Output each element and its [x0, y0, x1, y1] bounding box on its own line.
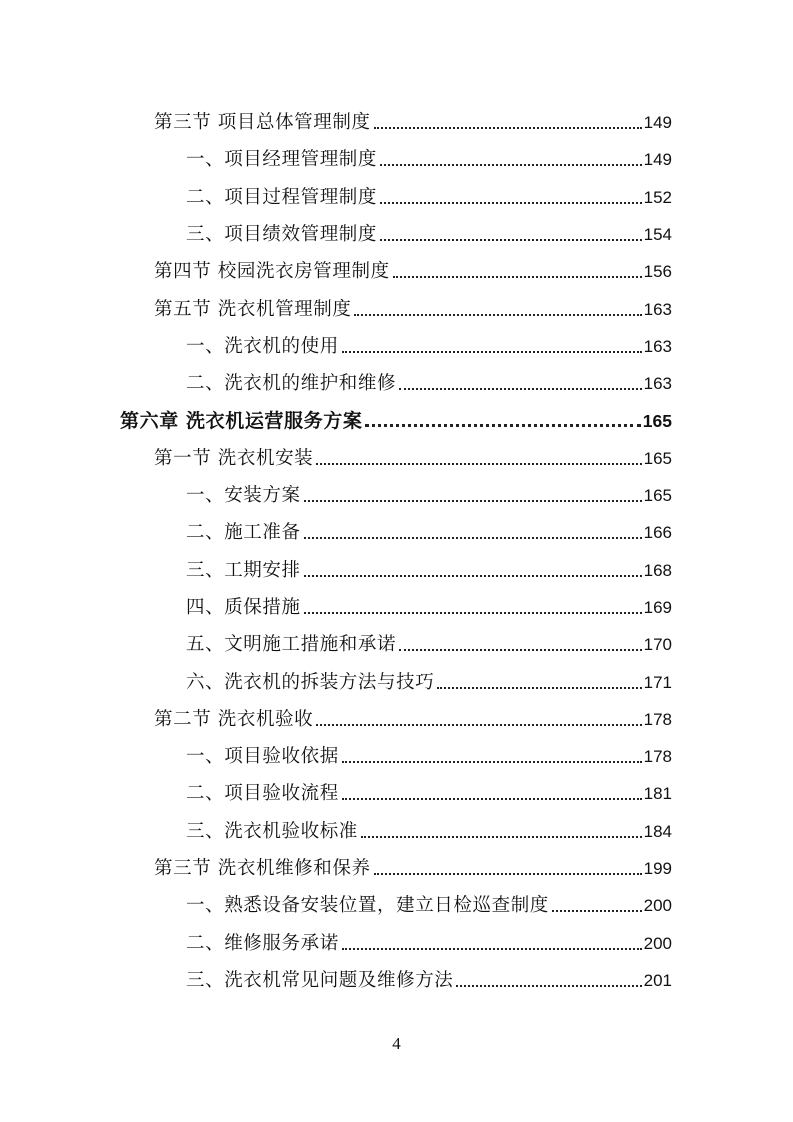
toc-entry-page-number: 200 — [643, 933, 672, 953]
toc-entry-label: 五、文明施工措施和承诺 — [186, 634, 397, 656]
toc-entry-label: 第四节 校园洗衣房管理制度 — [154, 261, 390, 283]
toc-entry-label: 一、安装方案 — [186, 485, 301, 506]
dot-leader — [354, 313, 641, 316]
toc-subsection-entry[interactable] — [186, 962, 672, 992]
toc-entry-label: 二、维修服务承诺 — [186, 932, 339, 954]
toc-entry-label: 第二节 洗衣机验收 — [154, 708, 314, 730]
toc-subsection-entry[interactable] — [186, 775, 672, 805]
toc-entry-label: 二、施工准备 — [186, 522, 301, 544]
dot-leader — [342, 760, 642, 763]
toc-entry-label: 三、工期安排 — [186, 559, 301, 581]
toc-entry-label: 第一节 洗衣机安装 — [154, 447, 314, 469]
toc-subsection-entry[interactable] — [186, 813, 672, 843]
toc-entry-label: 第五节 洗衣机管理制度 — [154, 298, 352, 320]
toc-subsection-entry[interactable] — [186, 477, 672, 507]
dot-leader — [456, 984, 641, 987]
toc-entry-page-number: 165 — [643, 486, 672, 505]
toc-entry-page-number: 170 — [643, 635, 672, 655]
toc-entry-label: 三、洗衣机常见问题及维修方法 — [186, 969, 454, 991]
toc-subsection-entry[interactable] — [186, 179, 672, 209]
toc-subsection-entry[interactable] — [186, 664, 672, 694]
dot-leader — [393, 275, 642, 278]
toc-section-entry[interactable] — [154, 440, 672, 470]
toc-entry-page-number: 169 — [643, 597, 672, 617]
toc-subsection-entry[interactable] — [186, 365, 672, 395]
toc-entry-page-number: 163 — [643, 336, 672, 356]
toc-section-entry[interactable] — [154, 104, 672, 134]
toc-entry-page-number: 163 — [643, 374, 672, 394]
toc-entry-label: 三、洗衣机验收标准 — [186, 820, 358, 842]
toc-entry-page-number: 171 — [643, 672, 672, 692]
toc-subsection-entry[interactable] — [186, 141, 672, 171]
toc-subsection-entry[interactable] — [186, 626, 672, 656]
toc-entry-label: 一、项目验收依据 — [186, 746, 339, 768]
dot-leader — [399, 387, 642, 390]
toc-entry-page-number: 181 — [643, 784, 672, 804]
dot-leader — [552, 909, 642, 912]
toc-entry-label: 二、洗衣机的维护和维修 — [186, 373, 397, 395]
toc-entry-page-number: 199 — [643, 859, 672, 878]
dot-leader — [380, 201, 642, 204]
toc-entry-label: 一、熟悉设备安装位置，建立日检巡查制度 — [186, 895, 549, 917]
dot-leader — [342, 947, 642, 950]
toc-subsection-entry[interactable] — [186, 552, 672, 582]
toc-section-entry[interactable] — [154, 291, 672, 321]
toc-entry-page-number: 165 — [642, 411, 672, 432]
toc-entry-label: 三、项目绩效管理制度 — [186, 223, 378, 245]
toc-section-entry[interactable] — [154, 701, 672, 731]
toc-entry-page-number: 156 — [643, 262, 672, 282]
toc-section-entry[interactable] — [154, 253, 672, 283]
dot-leader — [380, 238, 642, 241]
dot-leader — [316, 723, 641, 726]
toc-subsection-entry[interactable] — [186, 216, 672, 246]
toc-subsection-entry[interactable] — [186, 514, 672, 544]
dot-leader — [304, 574, 642, 577]
dot-leader — [304, 536, 642, 539]
dot-leader — [342, 350, 642, 353]
toc-entry-label: 四、质保措施 — [186, 596, 301, 618]
toc-entry-page-number: 178 — [643, 747, 672, 767]
page-number: 4 — [392, 1034, 401, 1053]
toc-entry-label: 二、项目过程管理制度 — [186, 186, 378, 208]
dot-leader — [365, 423, 640, 427]
toc-entry-page-number: 163 — [643, 299, 672, 319]
toc-subsection-entry[interactable] — [186, 887, 672, 917]
toc-section-entry[interactable] — [154, 850, 672, 880]
toc-subsection-entry[interactable] — [186, 589, 672, 619]
dot-leader — [380, 163, 642, 166]
dot-leader — [361, 835, 642, 838]
toc-entry-label: 二、项目验收流程 — [186, 783, 339, 805]
toc-entry-label: 第三节 洗衣机维修和保养 — [154, 858, 371, 879]
toc-entry-page-number: 200 — [643, 896, 672, 916]
toc-entry-page-number: 154 — [643, 224, 672, 244]
toc-entry-label: 第六章 洗衣机运营服务方案 — [120, 410, 363, 433]
toc-entry-page-number: 149 — [643, 150, 672, 170]
toc-subsection-entry[interactable] — [186, 738, 672, 768]
dot-leader — [399, 648, 642, 651]
toc-entry-page-number: 152 — [643, 187, 672, 207]
dot-leader — [342, 797, 642, 800]
toc-entry-page-number: 149 — [643, 113, 672, 132]
toc-entry-page-number: 184 — [643, 821, 672, 841]
toc-entry-page-number: 168 — [643, 560, 672, 580]
dot-leader — [374, 126, 642, 129]
dot-leader — [437, 686, 641, 689]
toc-entry-page-number: 178 — [643, 709, 672, 729]
toc-entry-label: 一、洗衣机的使用 — [186, 335, 339, 357]
toc-entry-page-number: 165 — [643, 448, 672, 468]
toc-entry-page-number: 201 — [643, 970, 672, 990]
toc-subsection-entry[interactable] — [186, 925, 672, 955]
toc-entry-label: 六、洗衣机的拆装方法与技巧 — [186, 671, 435, 693]
dot-leader — [304, 611, 642, 614]
toc-entry-label: 第三节 项目总体管理制度 — [154, 112, 371, 133]
dot-leader — [304, 499, 642, 502]
toc-entry-label: 一、项目经理管理制度 — [186, 149, 378, 171]
toc-chapter-entry[interactable] — [120, 402, 672, 432]
toc-entry-page-number: 166 — [643, 523, 672, 543]
toc-subsection-entry[interactable] — [186, 328, 672, 358]
dot-leader — [316, 462, 641, 465]
dot-leader — [374, 872, 642, 875]
